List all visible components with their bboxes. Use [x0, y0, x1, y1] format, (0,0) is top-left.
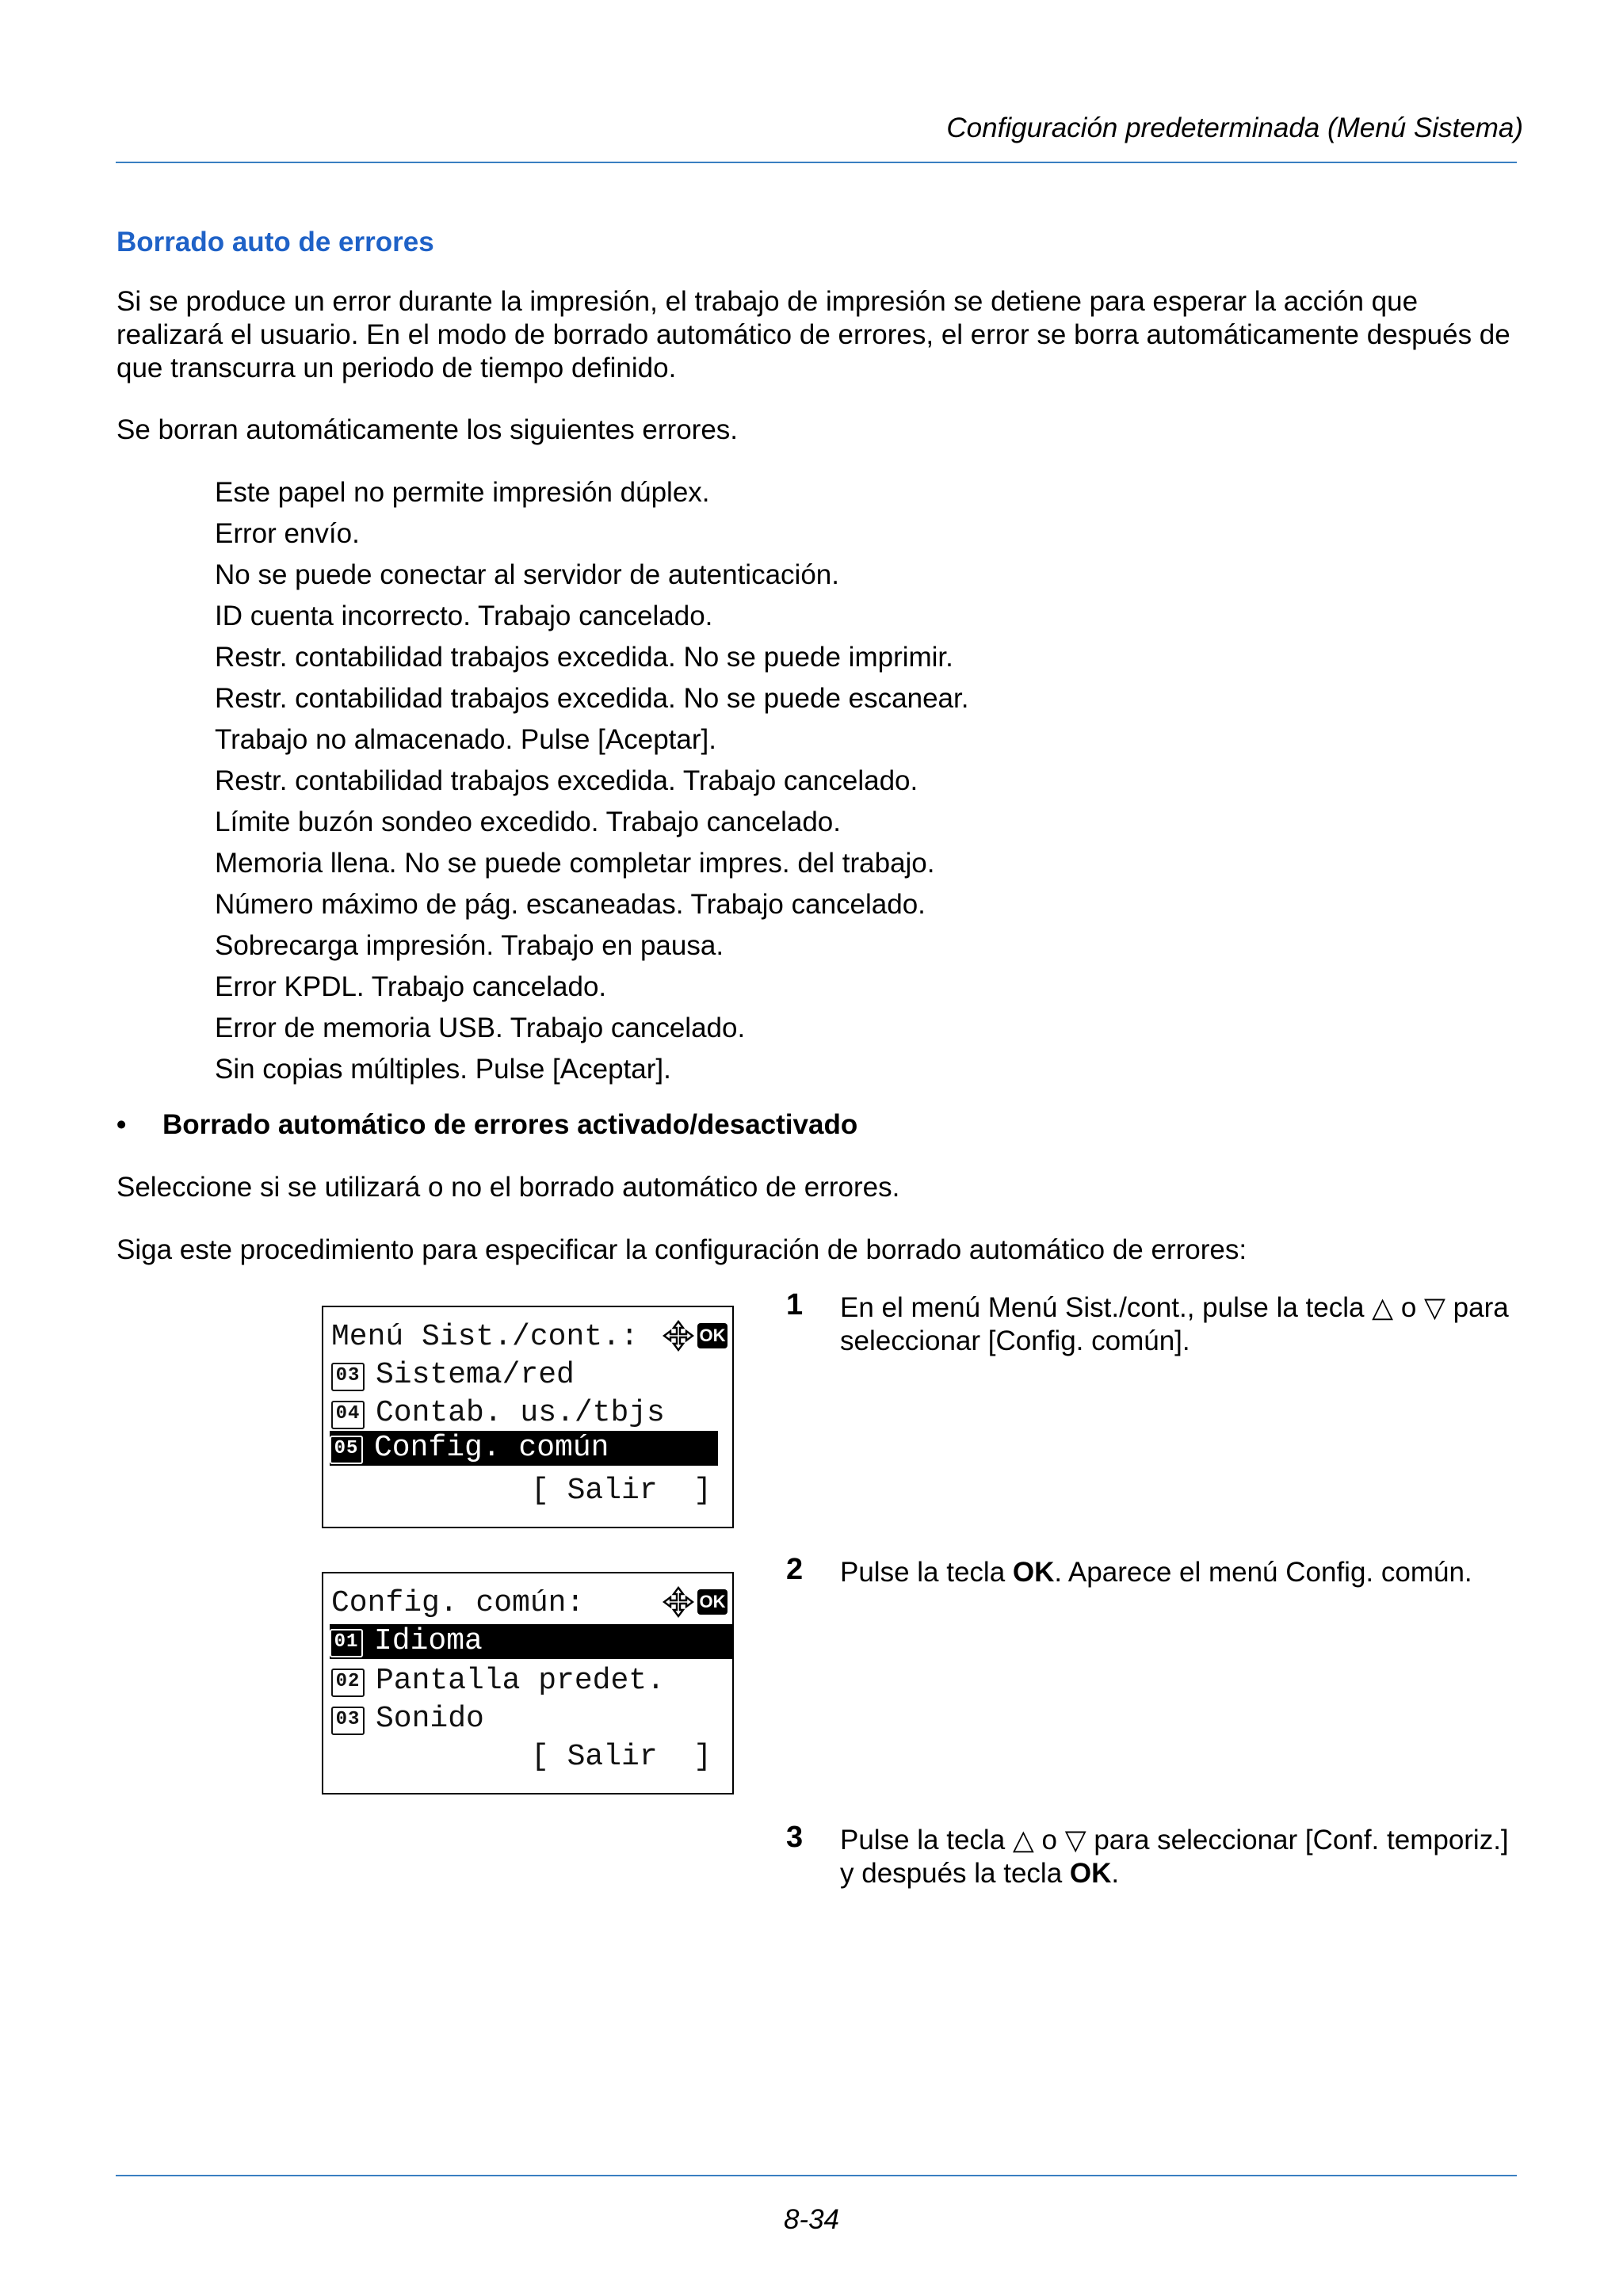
list-item: Restr. contabilidad trabajos excedida. No se puede imprimir. [215, 642, 953, 673]
list-item: Número máximo de pág. escaneadas. Trabajo cancelado. [215, 889, 926, 920]
item-number-badge: 03 [331, 1363, 365, 1391]
list-item: Sin copias múltiples. Pulse [Aceptar]. [215, 1054, 671, 1085]
subsection-heading [116, 1109, 857, 1141]
lcd-screen-system-menu [322, 1306, 734, 1528]
error-list [215, 472, 968, 1090]
lcd-softkey-exit: [ Salir ] [531, 1474, 712, 1508]
step-text: Pulse la tecla OK. Aparece el menú Config. común. [840, 1557, 1472, 1588]
list-item: No se puede conectar al servidor de autenticación. [215, 559, 839, 590]
lcd-item-label: Pantalla predet. [376, 1664, 665, 1698]
list-item: Sobrecarga impresión. Trabajo en pausa. [215, 930, 724, 961]
lcd-item-label: Sistema/red [376, 1358, 575, 1392]
list-item: Este papel no permite impresión dúplex. [215, 477, 710, 508]
lcd-menu-item [331, 1702, 724, 1737]
lcd-menu-item [331, 1664, 724, 1699]
list-item: Error envío. [215, 518, 360, 549]
footer-divider [116, 2175, 1517, 2176]
item-number-badge: 02 [331, 1669, 365, 1697]
lcd-status-icons [663, 1320, 727, 1352]
list-item: Límite buzón sondeo excedido. Trabajo cancelado. [215, 807, 841, 837]
step-number: 1 [786, 1288, 804, 1322]
lcd-item-label: Contab. us./tbjs [376, 1396, 665, 1430]
list-intro: Se borran automáticamente los siguientes errores. [116, 414, 739, 445]
subsection-title: Borrado automático de errores activado/desactivado [162, 1109, 858, 1140]
intro-paragraph: Si se produce un error durante la impresión, el trabajo de impresión se detiene para esperar la acción que realizará el usuario. En el modo de borrado automático de errores, el error se borra automáticamente después de que transcurra un periodo de tiempo definido. [116, 286, 1510, 383]
item-number-badge: 04 [331, 1401, 365, 1429]
lcd-item-label: Sonido [376, 1702, 484, 1736]
lcd-status-icons [663, 1586, 727, 1618]
lcd-item-label: Config. común [374, 1431, 609, 1465]
subsection-paragraph-2: Siga este procedimiento para especificar la configuración de borrado automático de errores: [116, 1234, 1247, 1265]
list-item: Error de memoria USB. Trabajo cancelado. [215, 1013, 746, 1043]
navigation-cross-icon [663, 1320, 694, 1352]
list-item: Memoria llena. No se puede completar impres. del trabajo. [215, 848, 935, 879]
page-number: 8-34 [783, 2204, 840, 2235]
subsection-paragraph-1: Seleccione si se utilizará o no el borrado automático de errores. [116, 1172, 900, 1203]
item-number-badge: 05 [330, 1436, 363, 1464]
list-item: Error KPDL. Trabajo cancelado. [215, 971, 607, 1002]
step-text: En el menú Menú Sist./cont., pulse la tecla △ o ▽ para seleccionar [Config. común]. [840, 1292, 1509, 1356]
section-title: Borrado auto de errores [116, 227, 434, 257]
lcd-softkey-exit: [ Salir ] [531, 1740, 712, 1774]
step-number: 3 [786, 1821, 804, 1854]
lcd-menu-item [331, 1396, 724, 1431]
lcd-menu-item-selected [330, 1431, 718, 1466]
list-item: Restr. contabilidad trabajos excedida. No se puede escanear. [215, 683, 969, 714]
lcd-item-label: Idioma [374, 1624, 483, 1658]
navigation-cross-icon [663, 1586, 694, 1618]
lcd-title: Config. común: [331, 1586, 585, 1620]
lcd-menu-item-selected [330, 1624, 732, 1659]
page-header-title: Configuración predeterminada (Menú Sistema) [946, 113, 1523, 143]
lcd-menu-item [331, 1358, 724, 1393]
ok-key-icon: OK [697, 1323, 727, 1348]
step-text: Pulse la tecla △ o ▽ para seleccionar [Conf. temporiz.] y después la tecla OK. [840, 1825, 1509, 1889]
bullet-icon: • [116, 1109, 127, 1140]
lcd-title: Menú Sist./cont.: [331, 1320, 639, 1354]
step-number: 2 [786, 1553, 804, 1586]
item-number-badge: 03 [331, 1707, 365, 1735]
list-item: Restr. contabilidad trabajos excedida. Trabajo cancelado. [215, 765, 918, 796]
list-item: ID cuenta incorrecto. Trabajo cancelado. [215, 601, 713, 631]
list-item: Trabajo no almacenado. Pulse [Aceptar]. [215, 724, 716, 755]
lcd-screen-common-settings [322, 1572, 734, 1794]
ok-key-icon: OK [697, 1589, 727, 1615]
item-number-badge: 01 [330, 1629, 363, 1657]
header-divider [116, 162, 1517, 163]
